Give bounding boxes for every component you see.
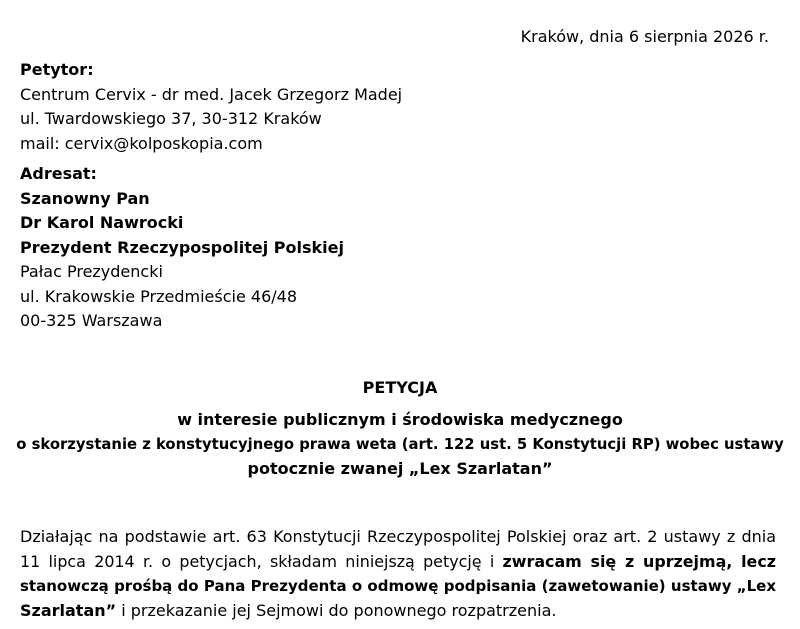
body-line-2 <box>20 550 776 575</box>
addressee-city: 00-325 Warszawa <box>20 311 163 330</box>
body-line-3 <box>20 574 776 599</box>
document-subtitle-line-3: potocznie zwanej „Lex Szarlatan” <box>247 459 553 478</box>
document-subtitle-block <box>0 408 800 482</box>
petitioner-mail: mail: cervix@kolposkopia.com <box>20 133 263 153</box>
addressee-block <box>20 162 780 334</box>
body-line-4 <box>20 599 776 624</box>
body-paragraph <box>20 525 776 623</box>
document-title-block <box>0 376 800 401</box>
body-line-4-bold: Szarlatan” <box>20 600 117 620</box>
petitioner-address: ul. Twardowskiego 37, 30-312 Kraków <box>20 109 322 128</box>
addressee-title: Prezydent Rzeczypospolitej Polskiej <box>20 237 344 257</box>
body-line-1 <box>20 525 776 550</box>
petitioner-name: Centrum Cervix - dr med. Jacek Grzegorz Madej <box>20 84 403 104</box>
body-line-2-bold: zwracam się z uprzejmą, lecz <box>502 551 776 571</box>
addressee-street: ul. Krakowskie Przedmieście 46/48 <box>20 286 298 306</box>
body-line-2-normal: 11 lipca 2014 r. o petycjach, składam niniejszą petycję i <box>20 551 503 571</box>
addressee-office: Pałac Prezydencki <box>20 262 163 281</box>
document-subtitle-line-2: o skorzystanie z konstytucyjnego prawa weta (art. 122 ust. 5 Konstytucji RP) wobec ustawy <box>16 435 784 453</box>
addressee-name: Dr Karol Nawrocki <box>20 213 184 232</box>
document-subtitle-line-1: w interesie publicznym i środowiska medycznego <box>177 410 623 429</box>
place-date: Kraków, dnia 6 sierpnia 2026 r. <box>520 27 769 46</box>
addressee-label: Adresat: <box>20 164 97 183</box>
addressee-salutation: Szanowny Pan <box>20 188 150 208</box>
petitioner-label: Petytor: <box>20 60 94 79</box>
petitioner-block <box>20 58 780 156</box>
body-line-4-normal: i przekazanie jej Sejmowi do ponownego rozpatrzenia. <box>116 600 557 620</box>
document-title: PETYCJA <box>362 378 438 397</box>
body-line-1-text: Działając na podstawie art. 63 Konstytucji Rzeczypospolitej Polskiej oraz art. 2 ustawy z dnia <box>20 527 776 546</box>
body-line-3-bold: stanowczą prośbą do Pana Prezydenta o odmowę podpisania (zawetowanie) ustawy „Lex <box>20 577 776 595</box>
